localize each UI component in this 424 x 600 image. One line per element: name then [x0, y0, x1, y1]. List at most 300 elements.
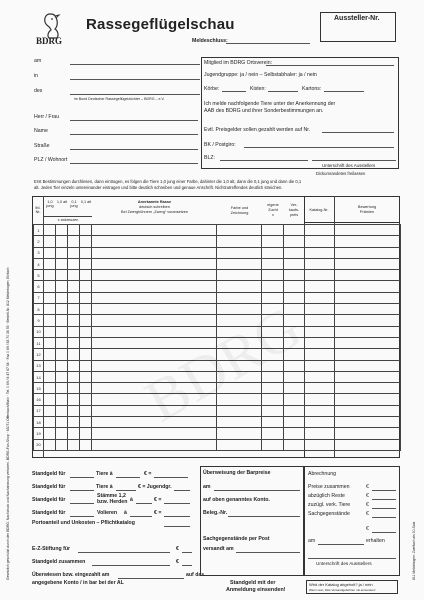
zuzuegl-field[interactable]	[372, 508, 396, 509]
entry-cell[interactable]	[262, 439, 284, 450]
herr-field[interactable]	[70, 120, 198, 121]
entry-cell[interactable]	[217, 428, 262, 439]
entry-cell[interactable]	[284, 258, 305, 269]
entry-cell[interactable]	[56, 315, 68, 326]
official-cell	[335, 236, 401, 247]
entry-cell[interactable]	[80, 394, 92, 405]
instructions-line1: Erst Bestimmungen durchlesen, dann eintragen, es folgen die Tiere 1,0 jung einer Farbe, dahinter die 1,0 alt, dann die 0,1 jung und dann die 0,1	[34, 179, 302, 184]
rasse-header: Anerkannte Rasse	[137, 200, 172, 204]
entry-cell[interactable]	[262, 270, 284, 281]
plz-field[interactable]	[70, 163, 198, 164]
instructions-line2: alt. Jedes Tier einzeln untereinander eintragen und bitte deutlich schreiben und genaue Anschrift. Nichtzutreffendes deutlich streichen.	[34, 185, 283, 190]
name-field[interactable]	[70, 134, 198, 135]
entry-cell[interactable]	[80, 383, 92, 394]
entry-cell[interactable]	[262, 281, 284, 292]
entry-cell[interactable]	[284, 417, 305, 428]
entry-cell[interactable]	[92, 281, 217, 292]
entry-cell[interactable]	[44, 258, 56, 269]
entry-cell[interactable]	[68, 337, 80, 348]
official-row	[305, 247, 401, 258]
versandt-field[interactable]	[236, 552, 300, 553]
entry-cell[interactable]	[56, 236, 68, 247]
bk-label: BK / Postgiro:	[204, 142, 236, 148]
row-number: 13	[34, 360, 44, 371]
standgeld2-count[interactable]	[70, 490, 94, 491]
entry-cell[interactable]	[56, 337, 68, 348]
entry-cell[interactable]	[68, 258, 80, 269]
entry-cell[interactable]	[68, 270, 80, 281]
kisten-label: Kisten:	[250, 86, 266, 92]
row-number: 9	[34, 315, 44, 326]
eigene-header: eigene	[267, 203, 279, 207]
official-cell	[305, 360, 335, 371]
entry-cell[interactable]	[80, 225, 92, 236]
entry-cell[interactable]	[217, 225, 262, 236]
official-cell	[305, 247, 335, 258]
abzueglich-label: abzüglich Reste	[308, 493, 345, 499]
standgeld1-label: Standgeld für	[32, 471, 66, 477]
euro-eq-1: € =	[144, 471, 152, 477]
entry-cell[interactable]	[56, 292, 68, 303]
erhalten-am-label: am	[308, 538, 316, 544]
jugendgr-label: € = Jugendgr.	[138, 484, 172, 490]
entry-cell[interactable]	[80, 405, 92, 416]
entry-cell[interactable]	[80, 371, 92, 382]
entry-cell[interactable]	[92, 439, 217, 450]
standgeld4-count[interactable]	[70, 516, 94, 517]
entry-cell[interactable]	[284, 383, 305, 394]
entry-cell[interactable]	[44, 349, 56, 360]
col-10alt-header: 1,0 alt	[56, 200, 68, 204]
blz-field[interactable]	[220, 160, 308, 161]
ez-euro: €	[176, 546, 179, 552]
entry-cell[interactable]	[217, 258, 262, 269]
entry-cell[interactable]	[80, 270, 92, 281]
official-cell	[305, 394, 335, 405]
entry-cell[interactable]	[56, 270, 68, 281]
entry-cell[interactable]	[92, 225, 217, 236]
entry-cell[interactable]	[217, 405, 262, 416]
standgeld3-label: Standgeld für	[32, 497, 66, 503]
official-cell	[305, 383, 335, 394]
bewertung-header: Bewertung	[357, 205, 377, 209]
staemme-label: Stämme 1,2	[97, 493, 126, 499]
entry-cell[interactable]	[262, 383, 284, 394]
beleg-label: Beleg.-Nr.	[203, 510, 228, 516]
entry-cell[interactable]	[44, 428, 56, 439]
entry-cell[interactable]	[80, 236, 92, 247]
entry-cell[interactable]	[56, 304, 68, 315]
entry-cell[interactable]	[44, 383, 56, 394]
official-row	[305, 383, 401, 394]
koerbe-label: Körbe:	[204, 86, 220, 92]
entry-cell[interactable]	[68, 315, 80, 326]
standgeld-zus-euro: €	[176, 559, 179, 565]
entry-cell[interactable]	[44, 292, 56, 303]
verkauf-header: Ver-	[290, 203, 298, 207]
tiere-a-2: Tiere à	[96, 484, 113, 490]
total-field[interactable]	[372, 532, 396, 533]
mitglied-field[interactable]	[266, 65, 394, 66]
entry-cell[interactable]	[68, 292, 80, 303]
entry-cell[interactable]	[92, 270, 217, 281]
jugend-label: Jugendgruppe: ja / nein – Selbstabhaler: ja / nein	[204, 72, 317, 78]
entry-cell[interactable]	[80, 315, 92, 326]
table-row	[34, 247, 305, 258]
entry-cell[interactable]	[92, 236, 217, 247]
table-row	[34, 258, 305, 269]
entry-cell[interactable]	[68, 247, 80, 258]
entry-cell[interactable]	[56, 439, 68, 450]
official-row	[305, 349, 401, 360]
col-10jung-header: 1,0 jung	[46, 200, 54, 209]
auf-oben-label: auf oben genanntes Konto.	[203, 497, 270, 503]
abzueglich-euro: €	[366, 493, 369, 499]
standgeld1-total[interactable]	[154, 477, 188, 478]
standgeld-zus-label: Standgeld zusammen	[32, 559, 86, 565]
des-label: des	[34, 88, 43, 94]
official-cell	[305, 258, 335, 269]
standgeld3-total[interactable]	[164, 503, 190, 504]
standgeld-zus-field[interactable]	[92, 565, 170, 566]
kartons-label: Kartons:	[302, 86, 322, 92]
portoanteil-field[interactable]	[164, 526, 190, 527]
entry-cell[interactable]	[68, 236, 80, 247]
standgeld4-label: Standgeld für	[32, 510, 66, 516]
farbe-sub: Zeichnung	[230, 211, 249, 215]
official-cell	[335, 394, 401, 405]
entry-cell[interactable]	[217, 236, 262, 247]
entry-cell[interactable]	[217, 270, 262, 281]
unterschrift-label: Unterschrift des Ausstellers	[322, 163, 376, 168]
aussteller-label: Aussteller-Nr.	[334, 15, 380, 22]
official-cell	[335, 225, 401, 236]
official-rows	[304, 224, 401, 451]
official-row	[305, 236, 401, 247]
preisgelder-label: Evtl. Preisgelder sollen gezahlt werden auf Nr.	[204, 127, 311, 133]
standgeld3-count[interactable]	[70, 503, 94, 504]
entry-cell[interactable]	[44, 315, 56, 326]
lfd-header: lfd. Nr.	[35, 206, 41, 215]
entry-cell[interactable]	[44, 439, 56, 450]
entry-cell[interactable]	[262, 258, 284, 269]
jugendgr-field[interactable]	[174, 490, 190, 491]
official-row	[305, 360, 401, 371]
standgeld4-total[interactable]	[164, 516, 190, 517]
entry-cell[interactable]	[56, 428, 68, 439]
row-number: 6	[34, 281, 44, 292]
official-row	[305, 326, 401, 337]
official-cell	[335, 281, 401, 292]
official-cell	[335, 292, 401, 303]
blz-label: BLZ:	[204, 155, 215, 161]
entry-cell[interactable]	[44, 405, 56, 416]
meldeschluss-label: Meldeschluss:	[192, 38, 228, 44]
entry-cell[interactable]	[80, 349, 92, 360]
standgeld4-price[interactable]	[130, 516, 152, 517]
kisten-field[interactable]	[268, 91, 298, 92]
bk-field[interactable]	[244, 147, 394, 148]
mitglied-label: Mitglied im BDRG Ortsverein:	[204, 60, 273, 66]
entry-cell[interactable]	[56, 258, 68, 269]
kartons-field[interactable]	[324, 91, 364, 92]
ez-field[interactable]	[78, 552, 170, 553]
entry-cell[interactable]	[44, 360, 56, 371]
official-cell	[335, 383, 401, 394]
entry-cell[interactable]	[56, 394, 68, 405]
entry-cell[interactable]	[262, 417, 284, 428]
entry-cell[interactable]	[68, 304, 80, 315]
signature-field[interactable]	[312, 160, 396, 161]
entry-cell[interactable]	[44, 270, 56, 281]
entry-cell[interactable]	[262, 405, 284, 416]
official-row	[305, 394, 401, 405]
entry-cell[interactable]	[56, 371, 68, 382]
row-number: 12	[34, 349, 44, 360]
katalog-header: Katalog-Nr.	[309, 208, 329, 212]
abrechnung-label: Abrechnung	[308, 471, 336, 477]
official-row	[305, 315, 401, 326]
entry-cell[interactable]	[284, 247, 305, 258]
official-row	[305, 225, 401, 236]
abrechnung-unterschrift: Unterschrift des Ausstellers	[316, 561, 372, 566]
table-row	[34, 281, 305, 292]
entry-cell[interactable]	[80, 247, 92, 258]
entry-cell[interactable]	[68, 405, 80, 416]
entry-cell[interactable]	[92, 292, 217, 303]
row-number: 7	[34, 292, 44, 303]
entry-cell[interactable]	[284, 405, 305, 416]
standgeld-zus-amount[interactable]	[182, 565, 192, 566]
entry-cell[interactable]	[80, 428, 92, 439]
entry-cell[interactable]	[92, 258, 217, 269]
official-cell	[305, 417, 335, 428]
des-field[interactable]	[70, 94, 200, 95]
ez-label: E-Z-Stiftung für	[32, 546, 71, 552]
entry-cell[interactable]	[80, 304, 92, 315]
koerbe-field[interactable]	[222, 91, 246, 92]
standgeld1-price[interactable]	[116, 477, 140, 478]
entry-cell[interactable]	[68, 428, 80, 439]
entry-cell[interactable]	[92, 428, 217, 439]
entry-cell[interactable]	[56, 225, 68, 236]
entry-cell[interactable]	[56, 349, 68, 360]
entry-cell[interactable]	[284, 281, 305, 292]
official-cell	[305, 439, 335, 450]
entry-cell[interactable]	[92, 326, 217, 337]
watermark: BDRG	[134, 293, 312, 435]
official-cell	[335, 326, 401, 337]
entry-cell[interactable]	[217, 439, 262, 450]
entry-cell[interactable]	[284, 236, 305, 247]
entry-cell[interactable]	[68, 417, 80, 428]
rasse-sub1: deutsch schreiben	[139, 205, 170, 209]
a-3: à	[130, 497, 133, 503]
official-row	[305, 281, 401, 292]
sachgegenstaende-field[interactable]	[372, 517, 396, 518]
entry-cell[interactable]	[80, 292, 92, 303]
entry-cell[interactable]	[56, 247, 68, 258]
standgeld3-price[interactable]	[136, 503, 152, 504]
row-number: 3	[34, 247, 44, 258]
in-field[interactable]	[70, 79, 200, 80]
entry-cell[interactable]	[262, 428, 284, 439]
entry-cell[interactable]	[92, 304, 217, 315]
eigene-x: x	[272, 213, 274, 217]
praemien-header: Prämien	[359, 210, 375, 214]
official-row	[305, 337, 401, 348]
entry-cell[interactable]	[80, 417, 92, 428]
official-cell	[305, 281, 335, 292]
ueberweisung-label: Überweisung der Barpreise	[203, 470, 271, 476]
entry-cell[interactable]	[284, 394, 305, 405]
erhalten-am-field[interactable]	[318, 544, 364, 545]
col-01jung-header: 0,1 jung	[70, 200, 78, 209]
entry-cell[interactable]	[68, 349, 80, 360]
entry-cell[interactable]	[284, 292, 305, 303]
entry-cell[interactable]	[56, 417, 68, 428]
entry-cell[interactable]	[44, 337, 56, 348]
official-cell	[335, 428, 401, 439]
sachpreise-label: Sachgegenstände per Post	[203, 536, 270, 542]
table-row	[34, 225, 305, 236]
ueberweisung-am-field[interactable]	[214, 490, 300, 491]
entry-cell[interactable]	[262, 247, 284, 258]
entry-cell[interactable]	[217, 417, 262, 428]
zuzuegl-label: zuzügl. verk. Tiere	[308, 502, 351, 508]
entry-cell[interactable]	[56, 326, 68, 337]
entry-cell[interactable]	[56, 360, 68, 371]
entry-cell[interactable]	[262, 394, 284, 405]
abzueglich-field[interactable]	[372, 499, 396, 500]
entry-cell[interactable]	[217, 292, 262, 303]
entry-cell[interactable]	[68, 360, 80, 371]
entry-cell[interactable]	[44, 304, 56, 315]
total-euro: €	[366, 526, 369, 532]
entry-cell[interactable]	[284, 371, 305, 382]
entry-cell[interactable]	[68, 371, 80, 382]
table-row	[34, 439, 305, 450]
official-cell	[335, 337, 401, 348]
standgeld2-price[interactable]	[116, 490, 136, 491]
entry-cell[interactable]	[68, 394, 80, 405]
entry-cell[interactable]	[80, 281, 92, 292]
preise-zus-field[interactable]	[372, 490, 396, 491]
strasse-field[interactable]	[70, 149, 198, 150]
entry-cell[interactable]	[44, 236, 56, 247]
row-number: 19	[34, 428, 44, 439]
a-4: à	[124, 510, 127, 516]
dickum-label: Dickumrandetes freilassen	[316, 171, 366, 176]
entry-cell[interactable]	[56, 405, 68, 416]
standgeld1-count[interactable]	[70, 477, 94, 478]
entry-cell[interactable]	[262, 236, 284, 247]
standgeld2-label: Standgeld für	[32, 484, 66, 490]
entry-cell[interactable]	[284, 225, 305, 236]
entry-cell[interactable]	[44, 417, 56, 428]
preise-zus-euro: €	[366, 484, 369, 490]
entry-cell[interactable]	[262, 225, 284, 236]
euro-eq-3: € =	[154, 497, 162, 503]
entry-cell[interactable]	[80, 360, 92, 371]
ueberwiesen-date[interactable]	[118, 578, 184, 579]
entry-cell[interactable]	[80, 258, 92, 269]
anerkennung-line2: AAB des BDRG und ihrer Sonderbestimmungen an.	[204, 108, 324, 114]
beleg-field[interactable]	[228, 516, 300, 517]
entry-cell[interactable]	[44, 281, 56, 292]
entry-cell[interactable]	[68, 281, 80, 292]
eigene-sub: Zucht	[268, 208, 278, 212]
entry-cell[interactable]	[56, 281, 68, 292]
official-cell	[335, 439, 401, 450]
entry-cell[interactable]	[44, 371, 56, 382]
entry-cell[interactable]	[56, 383, 68, 394]
entry-cell[interactable]	[80, 439, 92, 450]
katalog-question: Wird der Katalog abgeholt? ja / nein	[309, 582, 373, 587]
entry-cell[interactable]	[68, 439, 80, 450]
ankreuzen-label: x ankreuzen	[57, 218, 79, 222]
row-number: 5	[34, 270, 44, 281]
verkauf-sub: kaufs-	[288, 208, 300, 212]
entry-cell[interactable]	[44, 225, 56, 236]
entry-cell[interactable]	[92, 247, 217, 258]
official-cell	[305, 405, 335, 416]
preisgelder-field[interactable]	[322, 132, 394, 133]
entry-cell[interactable]	[44, 247, 56, 258]
entry-cell[interactable]	[284, 428, 305, 439]
entry-cell[interactable]	[68, 326, 80, 337]
am-field[interactable]	[70, 64, 200, 65]
herden-label: bzw. Herden	[97, 499, 128, 505]
rasse-sub2: Bei Zwerghühnern „Zwerg“ voransetzen	[121, 210, 188, 214]
entry-cell[interactable]	[80, 326, 92, 337]
official-row	[305, 258, 401, 269]
auf-das-label: auf das	[186, 572, 205, 578]
entry-cell[interactable]	[92, 315, 217, 326]
side-text-left: Gesetzlich geschützt durch den BDRG. Nachdruck und Nachahmung verboten. BDRG-Fan-Shop · 63071 Offenbach/Main · Tel. 0 69 / 8 47 67 54 · Fax 0 69 / 83 70 36 55 · Bestell-Nr. 812 Meldebogen: Einfach	[6, 267, 10, 580]
official-row	[305, 439, 401, 450]
official-cell	[335, 270, 401, 281]
zuzuegl-euro: €	[366, 502, 369, 508]
entry-cell[interactable]	[68, 383, 80, 394]
col-01alt-header: 0,1 alt	[80, 200, 92, 204]
official-cell	[335, 315, 401, 326]
entry-cell[interactable]	[80, 337, 92, 348]
entry-cell[interactable]	[284, 270, 305, 281]
official-row	[305, 292, 401, 303]
meldeschluss-field[interactable]	[226, 43, 310, 44]
entry-cell[interactable]	[217, 281, 262, 292]
official-cell	[335, 258, 401, 269]
entry-cell[interactable]	[44, 394, 56, 405]
entry-cell[interactable]	[217, 247, 262, 258]
name-label: Name	[34, 128, 48, 134]
portoanteil-label: Portoanteil und Unkosten – Pflichtkatalog	[32, 520, 135, 526]
page-title: Rassegeflügelschau	[86, 16, 235, 33]
preise-zus-label: Preise zusammen	[308, 484, 350, 490]
anerkennung-line1: Ich melde nachfolgende Tiere unter der Anerkennung der	[204, 101, 336, 107]
row-number: 17	[34, 405, 44, 416]
sachgegenstaende-label: Sachgegenstände	[308, 511, 350, 517]
entry-cell[interactable]	[44, 326, 56, 337]
erhalten-label: erhalten	[366, 538, 385, 544]
abrechnung-signature[interactable]	[308, 558, 396, 559]
ez-amount[interactable]	[182, 552, 192, 553]
in-label: in	[34, 73, 39, 79]
row-number: 10	[34, 326, 44, 337]
entry-cell[interactable]	[284, 439, 305, 450]
entry-cell[interactable]	[68, 225, 80, 236]
